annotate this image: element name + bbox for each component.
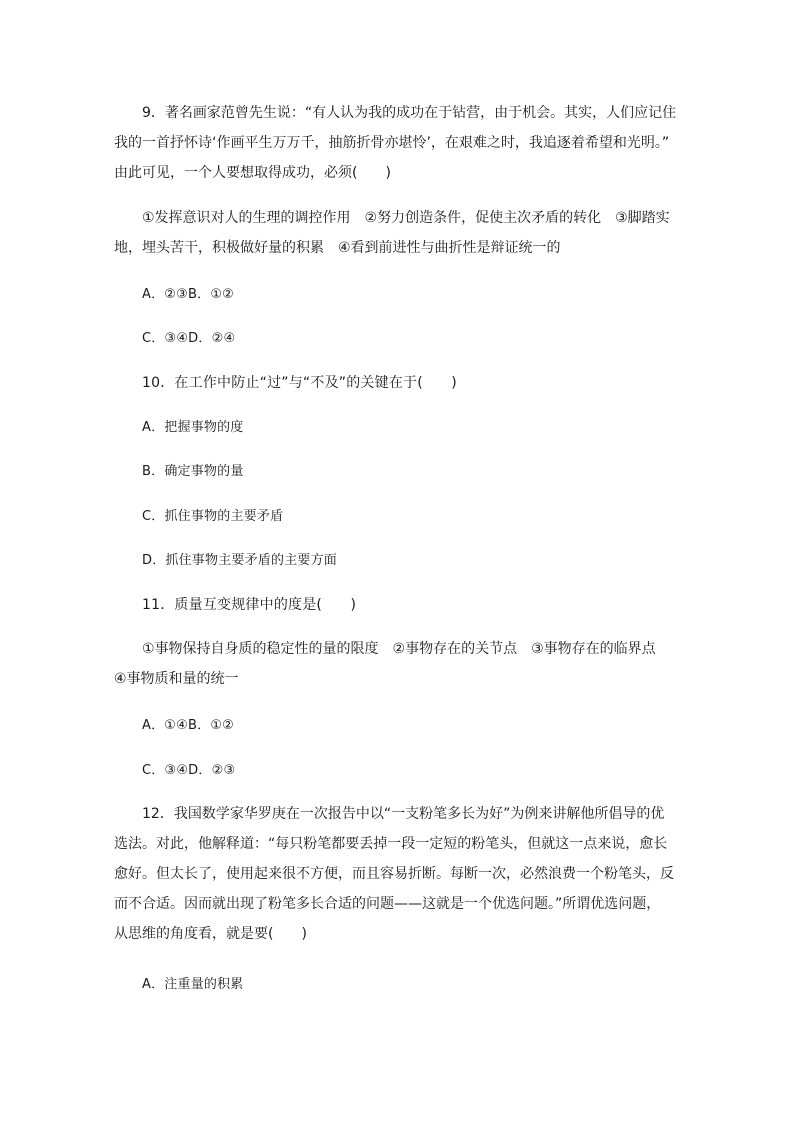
question-10-option-c: C．抓住事物的主要矛盾 xyxy=(142,509,284,524)
question-9-stem-line-1: 9．著名画家范曾先生说：“有人认为我的成功在于钻营，由于机会。其实，人们应记住 xyxy=(142,105,677,121)
question-9-choice-line-1: ①发挥意识对人的生理的调控作用 ②努力创造条件，促使主次矛盾的转化 ③脚踏实 xyxy=(142,210,670,226)
question-11-choice-line-1: ①事物保持自身质的稳定性的量的限度 ②事物存在的关节点 ③事物存在的临界点 xyxy=(142,641,656,657)
question-11-stem: 11．质量互变规律中的度是( ) xyxy=(142,597,357,613)
question-11-choice-line-2: ④事物质和量的统一 xyxy=(114,671,239,687)
question-10-option-a: A．把握事物的度 xyxy=(142,420,244,435)
question-9-choice-line-2: 地，埋头苦干，积极做好量的积累 ④看到前进性与曲折性是辩证统一的 xyxy=(114,240,561,256)
question-9-stem xyxy=(114,98,684,188)
question-9-stem-line-3: 由此可见，一个人要想取得成功，必须( ) xyxy=(114,165,391,181)
question-9-choices xyxy=(114,203,684,263)
question-9-stem-line-2: 我的一首抒怀诗‘作画平生万万千，抽筋折骨亦堪怜’，在艰难之时，我追逐着希望和光明。” xyxy=(114,135,670,151)
question-12-stem-line-1: 12．我国数学家华罗庚在一次报告中以“一支粉笔多长为好”为例来讲解他所倡导的优 xyxy=(142,806,665,822)
question-9-option-row-1: A．②③B．①② xyxy=(142,287,235,302)
question-12-stem-line-2: 选法。对此，他解释道：“每只粉笔都要丢掉一段一定短的粉笔头，但就这一点来说，愈长 xyxy=(114,836,668,852)
question-10-option-b: B．确定事物的量 xyxy=(142,464,244,479)
question-12-stem-line-4: 而不合适。因而就出现了粉笔多长合适的问题——这就是一个优选问题。”所谓优选问题， xyxy=(114,896,661,912)
question-10-option-d: D．抓住事物主要矛盾的主要方面 xyxy=(142,553,338,568)
question-12-stem-line-3: 愈好。但太长了，使用起来很不方便，而且容易折断。每断一次，必然浪费一个粉笔头，反 xyxy=(114,866,674,882)
question-10-stem: 10．在工作中防止“过”与“不及”的关键在于( ) xyxy=(142,375,457,391)
question-11-option-row-2: C．③④D．②③ xyxy=(142,763,236,778)
question-9-option-row-2: C．③④D．②④ xyxy=(142,331,236,346)
question-12-stem xyxy=(114,799,684,949)
question-12-option-a: A．注重量的积累 xyxy=(142,977,244,992)
question-12-stem-line-5: 从思维的角度看，就是要( ) xyxy=(114,926,307,942)
question-11-option-row-1: A．①④B．①② xyxy=(142,718,235,733)
question-11-choices xyxy=(114,634,684,694)
